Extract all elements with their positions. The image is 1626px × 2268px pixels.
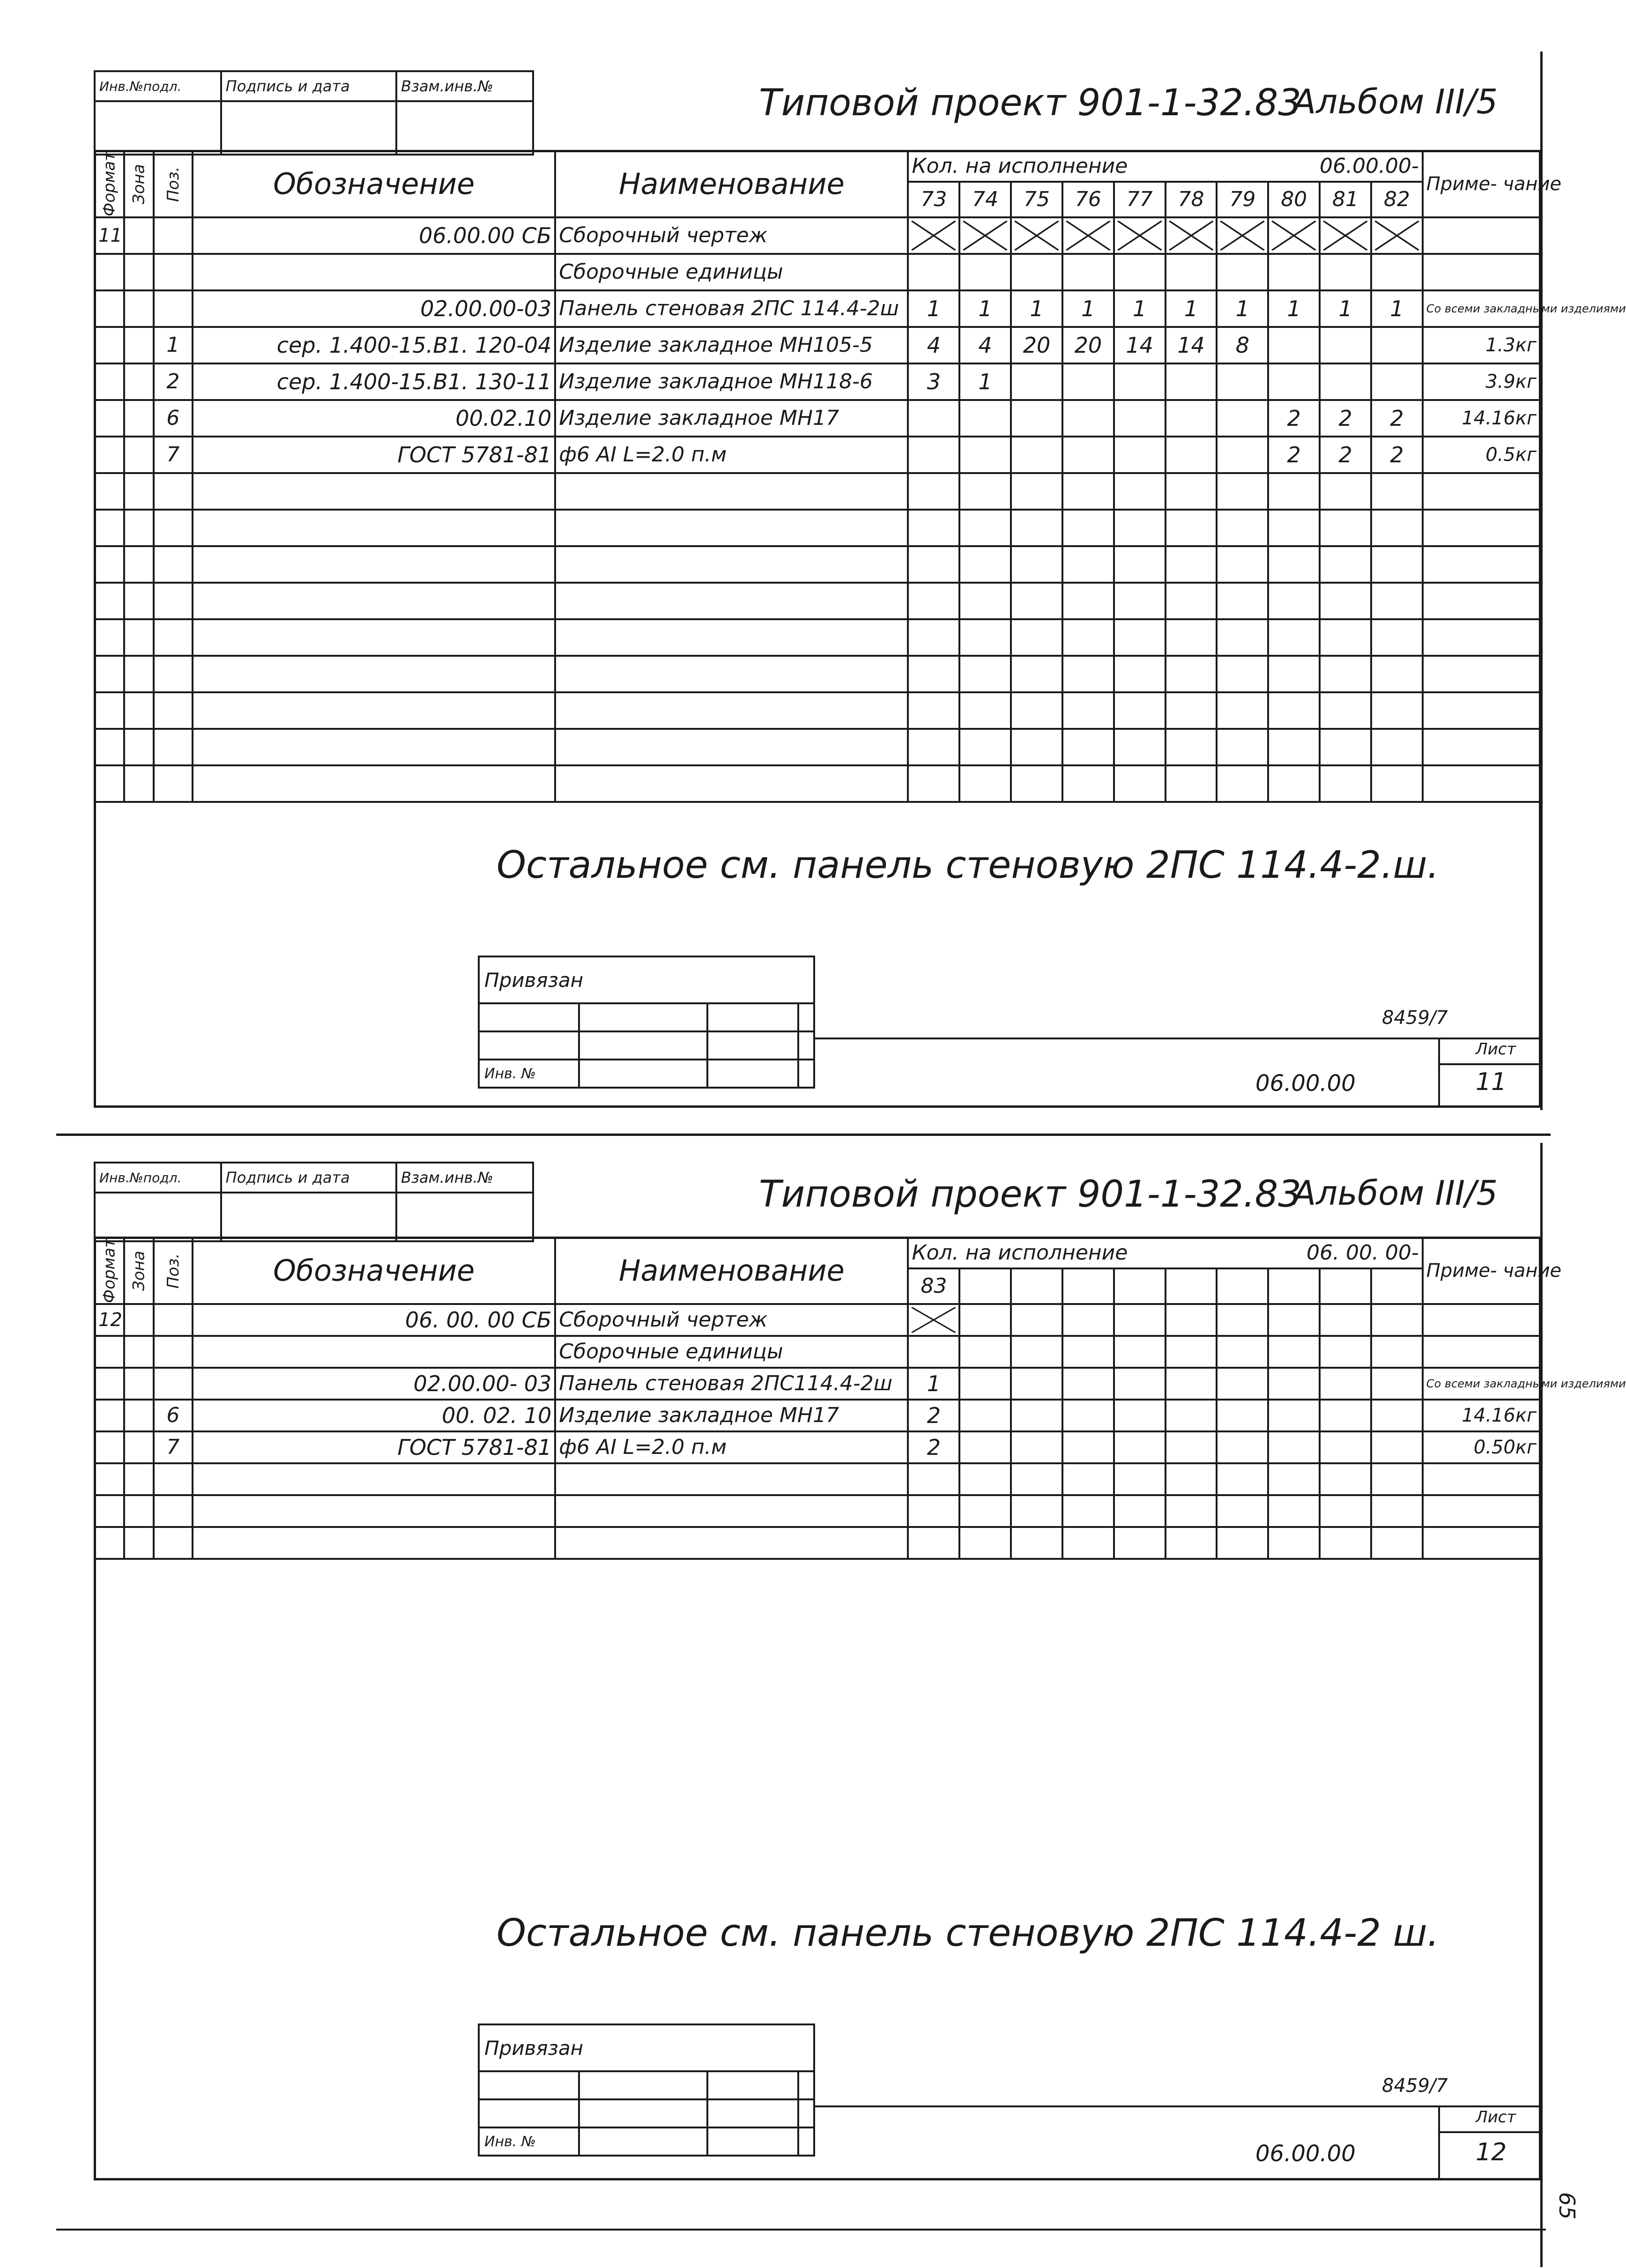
- qty-cell: 8: [1217, 327, 1268, 363]
- qty-cell: 1: [959, 363, 1011, 400]
- qty-cell: [1011, 363, 1062, 400]
- qty-cell: [1166, 1304, 1217, 1336]
- bottom-line: [56, 2229, 1546, 2231]
- variant-header: 74: [959, 182, 1011, 217]
- variant-header: 81: [1320, 182, 1371, 217]
- qty-cell: [1114, 363, 1166, 400]
- qty-cell: [1268, 363, 1320, 400]
- sheet-box-left: [1438, 2105, 1440, 2180]
- qty-cell: [1011, 400, 1062, 437]
- cross-mark: [1114, 217, 1166, 254]
- stamp-repl: Взам.инв.№: [396, 71, 533, 101]
- table-row: [95, 217, 1540, 254]
- qty-cell: [908, 1336, 959, 1368]
- qty-cell: [1217, 1304, 1268, 1336]
- stamp-sign: Подпись и дата: [221, 71, 396, 101]
- qty-cell: 2: [1371, 437, 1423, 473]
- qty-cell: 14: [1114, 327, 1166, 363]
- qty-cell: [959, 1304, 1011, 1336]
- note-cell: 14.16кг: [1423, 400, 1540, 437]
- qty-cell: 2: [908, 1400, 959, 1431]
- tied-block: [478, 956, 815, 1089]
- name-cell: Изделие закладное МН17: [555, 400, 908, 437]
- sheet-number: 12: [1476, 2138, 1507, 2166]
- format-cell: [95, 1368, 124, 1400]
- pos-cell: 6: [154, 400, 193, 437]
- qty-cell: [959, 1400, 1011, 1431]
- designation-cell: 02.00.00-03: [193, 290, 555, 327]
- variant-header: 82: [1371, 182, 1423, 217]
- qty-cell: [1371, 327, 1423, 363]
- qty-cell: 1: [908, 290, 959, 327]
- cross-mark: [908, 217, 959, 254]
- sheet-label: Лист: [1476, 1040, 1516, 1059]
- col-series: 06. 00. 00-: [1268, 1238, 1423, 1268]
- qty-cell: [1320, 1400, 1371, 1431]
- name-cell: Изделие закладное МН105-5: [555, 327, 908, 363]
- qty-cell: 1: [1011, 290, 1062, 327]
- order-number: 8459/7: [1382, 2075, 1448, 2097]
- name-cell: Сборочный чертеж: [555, 217, 908, 254]
- qty-cell: [1217, 1400, 1268, 1431]
- variant-header: 75: [1011, 182, 1062, 217]
- stamp-inv: Инв.№подл.: [95, 71, 221, 101]
- margin-mark: 65: [1554, 2192, 1580, 2220]
- qty-cell: 2: [1268, 400, 1320, 437]
- col-qty: Кол. на исполнение: [908, 151, 1268, 182]
- zone-cell: [124, 363, 154, 400]
- format-cell: [95, 437, 124, 473]
- stamp-sign: Подпись и дата: [221, 1163, 396, 1193]
- format-cell: [95, 327, 124, 363]
- variant-header: [1371, 1268, 1423, 1304]
- note-cell: [1423, 217, 1540, 254]
- col-note: Приме- чание: [1423, 1238, 1540, 1304]
- note-cell: 1.3кг: [1423, 327, 1540, 363]
- inv-no-label: Инв. №: [479, 2127, 579, 2156]
- qty-cell: [908, 400, 959, 437]
- table-row: [95, 327, 1540, 363]
- designation-cell: 06.00.00 СБ: [193, 217, 555, 254]
- cross-mark: [959, 217, 1011, 254]
- col-name: Наименование: [555, 151, 908, 217]
- col-format: Формат: [95, 1238, 124, 1304]
- doc-code: 06.00.00: [1255, 1070, 1356, 1097]
- designation-cell: [193, 1336, 555, 1368]
- qty-cell: 2: [1320, 437, 1371, 473]
- format-cell: [95, 254, 124, 290]
- blank-row: [95, 1463, 1540, 1495]
- qty-cell: [959, 400, 1011, 437]
- qty-cell: 1: [1371, 290, 1423, 327]
- qty-cell: [1166, 363, 1217, 400]
- name-cell: Сборочные единицы: [555, 1336, 908, 1368]
- blank-row: [95, 729, 1540, 765]
- zone-cell: [124, 1304, 154, 1336]
- page-title: Типовой проект 901-1-32.83: [759, 1173, 1301, 1216]
- qty-cell: [1011, 1336, 1062, 1368]
- variant-header: [1217, 1268, 1268, 1304]
- pos-cell: [154, 290, 193, 327]
- qty-cell: [1268, 1304, 1320, 1336]
- qty-cell: [1062, 1400, 1114, 1431]
- qty-cell: 4: [959, 327, 1011, 363]
- designation-cell: 00. 02. 10: [193, 1400, 555, 1431]
- qty-cell: [1114, 437, 1166, 473]
- qty-cell: [1217, 1431, 1268, 1463]
- sheet-2: [0, 1143, 1626, 2267]
- name-cell: Панель стеновая 2ПС 114.4-2ш: [555, 290, 908, 327]
- col-note: Приме- чание: [1423, 151, 1540, 217]
- stamp-repl: Взам.инв.№: [396, 1163, 533, 1193]
- table-row: [95, 254, 1540, 290]
- sheet-box-left: [1438, 1038, 1440, 1108]
- qty-cell: [1114, 1304, 1166, 1336]
- qty-cell: [908, 437, 959, 473]
- format-cell: [95, 290, 124, 327]
- qty-cell: [1062, 1304, 1114, 1336]
- cross-mark: [1217, 217, 1268, 254]
- zone-cell: [124, 400, 154, 437]
- name-cell: ф6 АI L=2.0 п.м: [555, 437, 908, 473]
- qty-cell: [1268, 1368, 1320, 1400]
- designation-cell: ГОСТ 5781-81: [193, 1431, 555, 1463]
- col-pos: Поз.: [154, 1238, 193, 1304]
- title-line: [815, 2105, 1541, 2107]
- table-row: [95, 400, 1540, 437]
- table-row: [95, 363, 1540, 400]
- designation-cell: [193, 254, 555, 290]
- qty-cell: [1268, 1431, 1320, 1463]
- table-row: [95, 290, 1540, 327]
- qty-cell: [1320, 1304, 1371, 1336]
- designation-cell: 00.02.10: [193, 400, 555, 437]
- variant-header: [1011, 1268, 1062, 1304]
- designation-cell: ГОСТ 5781-81: [193, 437, 555, 473]
- stamp-inv: Инв.№подл.: [95, 1163, 221, 1193]
- qty-cell: [1062, 1431, 1114, 1463]
- qty-cell: [1217, 1368, 1268, 1400]
- qty-cell: [1320, 327, 1371, 363]
- variant-header: [1062, 1268, 1114, 1304]
- qty-cell: [1114, 254, 1166, 290]
- qty-cell: [1011, 1304, 1062, 1336]
- sheet-box-mid: [1438, 2131, 1541, 2133]
- pos-cell: [154, 1336, 193, 1368]
- col-designation: Обозначение: [193, 151, 555, 217]
- variant-header: 78: [1166, 182, 1217, 217]
- designation-cell: 06. 00. 00 СБ: [193, 1304, 555, 1336]
- qty-cell: [1062, 437, 1114, 473]
- format-cell: 12: [95, 1304, 124, 1336]
- qty-cell: 1: [1320, 290, 1371, 327]
- qty-cell: 2: [908, 1431, 959, 1463]
- qty-cell: [1166, 400, 1217, 437]
- qty-cell: 1: [908, 1368, 959, 1400]
- zone-cell: [124, 1400, 154, 1431]
- name-cell: Панель стеновая 2ПС114.4-2ш: [555, 1368, 908, 1400]
- qty-cell: [1320, 1336, 1371, 1368]
- blank-row: [95, 656, 1540, 692]
- qty-cell: 4: [908, 327, 959, 363]
- qty-cell: [1166, 1336, 1217, 1368]
- tied-label: Привязан: [479, 2024, 814, 2071]
- note-cell: [1423, 254, 1540, 290]
- tied-block: [478, 2023, 815, 2157]
- qty-cell: [1011, 1431, 1062, 1463]
- qty-cell: [1320, 1431, 1371, 1463]
- page-title: Типовой проект 901-1-32.83: [759, 82, 1301, 124]
- col-pos: Поз.: [154, 151, 193, 217]
- qty-cell: [1011, 437, 1062, 473]
- note-cell: 14.16кг: [1423, 1400, 1540, 1431]
- approval-stamp: [94, 1162, 534, 1242]
- variant-header: [1114, 1268, 1166, 1304]
- designation-cell: 02.00.00- 03: [193, 1368, 555, 1400]
- doc-code: 06.00.00: [1255, 2141, 1356, 2167]
- qty-cell: [959, 1336, 1011, 1368]
- format-cell: [95, 1336, 124, 1368]
- qty-cell: [1268, 254, 1320, 290]
- note-cell: Со всеми закладными изделиями: [1423, 1368, 1540, 1400]
- qty-cell: [959, 437, 1011, 473]
- variant-header: 76: [1062, 182, 1114, 217]
- sheet-number: 11: [1476, 1068, 1507, 1096]
- qty-cell: [959, 254, 1011, 290]
- cross-mark: [1371, 217, 1423, 254]
- variant-header: [1268, 1268, 1320, 1304]
- qty-cell: [1320, 254, 1371, 290]
- qty-cell: [1217, 437, 1268, 473]
- zone-cell: [124, 1368, 154, 1400]
- pos-cell: [154, 217, 193, 254]
- name-cell: ф6 АI L=2.0 п.м: [555, 1431, 908, 1463]
- qty-cell: [1217, 363, 1268, 400]
- blank-row: [95, 583, 1540, 619]
- qty-cell: [1062, 1368, 1114, 1400]
- qty-cell: [1062, 254, 1114, 290]
- qty-cell: [1371, 1400, 1423, 1431]
- variant-header: 80: [1268, 182, 1320, 217]
- variant-header: [1320, 1268, 1371, 1304]
- pos-cell: [154, 254, 193, 290]
- qty-cell: [1062, 1336, 1114, 1368]
- qty-cell: [1114, 1400, 1166, 1431]
- col-designation: Обозначение: [193, 1238, 555, 1304]
- qty-cell: [1011, 254, 1062, 290]
- name-cell: Изделие закладное МН17: [555, 1400, 908, 1431]
- qty-cell: 14: [1166, 327, 1217, 363]
- qty-cell: [1011, 1368, 1062, 1400]
- qty-cell: 3: [908, 363, 959, 400]
- pos-cell: 2: [154, 363, 193, 400]
- blank-row: [95, 765, 1540, 802]
- format-cell: [95, 400, 124, 437]
- album-label: Альбом III/5: [1293, 1173, 1498, 1213]
- note-cell: 0.5кг: [1423, 437, 1540, 473]
- qty-cell: [1114, 1336, 1166, 1368]
- variant-header: [959, 1268, 1011, 1304]
- sheet-label: Лист: [1476, 2108, 1516, 2127]
- qty-cell: 1: [1062, 290, 1114, 327]
- pos-cell: 1: [154, 327, 193, 363]
- cross-mark: [908, 1304, 959, 1336]
- blank-row: [95, 1495, 1540, 1527]
- remark-text: Остальное см. панель стеновую 2ПС 114.4-2 ш.: [497, 1911, 1440, 1955]
- zone-cell: [124, 1431, 154, 1463]
- table-row: [95, 1400, 1540, 1431]
- qty-cell: [1268, 1336, 1320, 1368]
- qty-cell: [1320, 363, 1371, 400]
- pos-cell: [154, 1368, 193, 1400]
- note-cell: [1423, 1336, 1540, 1368]
- qty-cell: [1268, 327, 1320, 363]
- qty-cell: 1: [1217, 290, 1268, 327]
- qty-cell: [1062, 400, 1114, 437]
- order-number: 8459/7: [1382, 1007, 1448, 1029]
- blank-row: [95, 473, 1540, 510]
- qty-cell: 2: [1268, 437, 1320, 473]
- qty-cell: 20: [1011, 327, 1062, 363]
- qty-cell: [1217, 254, 1268, 290]
- variant-header: [1166, 1268, 1217, 1304]
- qty-cell: [1062, 363, 1114, 400]
- remark-text: Остальное см. панель стеновую 2ПС 114.4-2.ш.: [497, 843, 1440, 887]
- title-line: [815, 1038, 1541, 1039]
- pos-cell: 6: [154, 1400, 193, 1431]
- approval-stamp: [94, 70, 534, 156]
- col-zone: Зона: [124, 1238, 154, 1304]
- designation-cell: сер. 1.400-15.В1. 120-04: [193, 327, 555, 363]
- col-format: Формат: [95, 151, 124, 217]
- format-cell: [95, 363, 124, 400]
- zone-cell: [124, 254, 154, 290]
- blank-row: [95, 1527, 1540, 1559]
- qty-cell: [959, 1368, 1011, 1400]
- table-row: [95, 437, 1540, 473]
- qty-cell: [1320, 1368, 1371, 1400]
- qty-cell: [1371, 1304, 1423, 1336]
- qty-cell: [1268, 1400, 1320, 1431]
- qty-cell: [1371, 1431, 1423, 1463]
- table-row: [95, 1336, 1540, 1368]
- qty-cell: [1166, 1368, 1217, 1400]
- name-cell: Сборочные единицы: [555, 254, 908, 290]
- spec-table: [94, 1237, 1626, 1560]
- qty-cell: [1011, 1400, 1062, 1431]
- qty-cell: 1: [1114, 290, 1166, 327]
- cross-mark: [1268, 217, 1320, 254]
- qty-cell: [1217, 1336, 1268, 1368]
- col-series: 06.00.00-: [1268, 151, 1423, 182]
- qty-cell: [959, 1431, 1011, 1463]
- qty-cell: [1114, 1368, 1166, 1400]
- blank-row: [95, 619, 1540, 656]
- note-cell: 3.9кг: [1423, 363, 1540, 400]
- sheet-box-mid: [1438, 1063, 1541, 1065]
- qty-cell: 20: [1062, 327, 1114, 363]
- blank-row: [95, 546, 1540, 583]
- table-row: [95, 1431, 1540, 1463]
- col-zone: Зона: [124, 151, 154, 217]
- cross-mark: [1062, 217, 1114, 254]
- cross-mark: [1011, 217, 1062, 254]
- variant-header: 79: [1217, 182, 1268, 217]
- qty-cell: 1: [959, 290, 1011, 327]
- qty-cell: [1166, 1400, 1217, 1431]
- note-cell: Со всеми закладными изделиями: [1423, 290, 1540, 327]
- qty-cell: 2: [1371, 400, 1423, 437]
- name-cell: Изделие закладное МН118-6: [555, 363, 908, 400]
- blank-row: [95, 692, 1540, 729]
- zone-cell: [124, 290, 154, 327]
- cross-mark: [1166, 217, 1217, 254]
- qty-cell: [1114, 1431, 1166, 1463]
- format-cell: [95, 1431, 124, 1463]
- designation-cell: сер. 1.400-15.В1. 130-11: [193, 363, 555, 400]
- pos-cell: 7: [154, 437, 193, 473]
- zone-cell: [124, 327, 154, 363]
- note-cell: 0.50кг: [1423, 1431, 1540, 1463]
- pos-cell: [154, 1304, 193, 1336]
- qty-cell: 1: [1166, 290, 1217, 327]
- qty-cell: [908, 254, 959, 290]
- format-cell: [95, 1400, 124, 1431]
- spec-table: [94, 150, 1626, 803]
- qty-cell: [1371, 1368, 1423, 1400]
- blank-row: [95, 510, 1540, 546]
- zone-cell: [124, 217, 154, 254]
- table-row: [95, 1368, 1540, 1400]
- variant-header: 73: [908, 182, 959, 217]
- qty-cell: 2: [1320, 400, 1371, 437]
- table-row: [95, 1304, 1540, 1336]
- inv-no-label: Инв. №: [479, 1060, 579, 1088]
- col-qty: Кол. на исполнение: [908, 1238, 1268, 1268]
- qty-cell: [1166, 1431, 1217, 1463]
- pos-cell: 7: [154, 1431, 193, 1463]
- qty-cell: [1217, 400, 1268, 437]
- qty-cell: [1371, 254, 1423, 290]
- zone-cell: [124, 1336, 154, 1368]
- qty-cell: [1371, 1336, 1423, 1368]
- format-cell: 11: [95, 217, 124, 254]
- name-cell: Сборочный чертеж: [555, 1304, 908, 1336]
- qty-cell: [1166, 254, 1217, 290]
- note-cell: [1423, 1304, 1540, 1336]
- variant-header: 83: [908, 1268, 959, 1304]
- variant-header: 77: [1114, 182, 1166, 217]
- divider-line: [56, 1134, 1551, 1136]
- qty-cell: [1371, 363, 1423, 400]
- qty-cell: 1: [1268, 290, 1320, 327]
- tied-label: Привязан: [479, 956, 814, 1003]
- qty-cell: [1166, 437, 1217, 473]
- zone-cell: [124, 437, 154, 473]
- album-label: Альбом III/5: [1293, 82, 1498, 121]
- qty-cell: [1114, 400, 1166, 437]
- cross-mark: [1320, 217, 1371, 254]
- col-name: Наименование: [555, 1238, 908, 1304]
